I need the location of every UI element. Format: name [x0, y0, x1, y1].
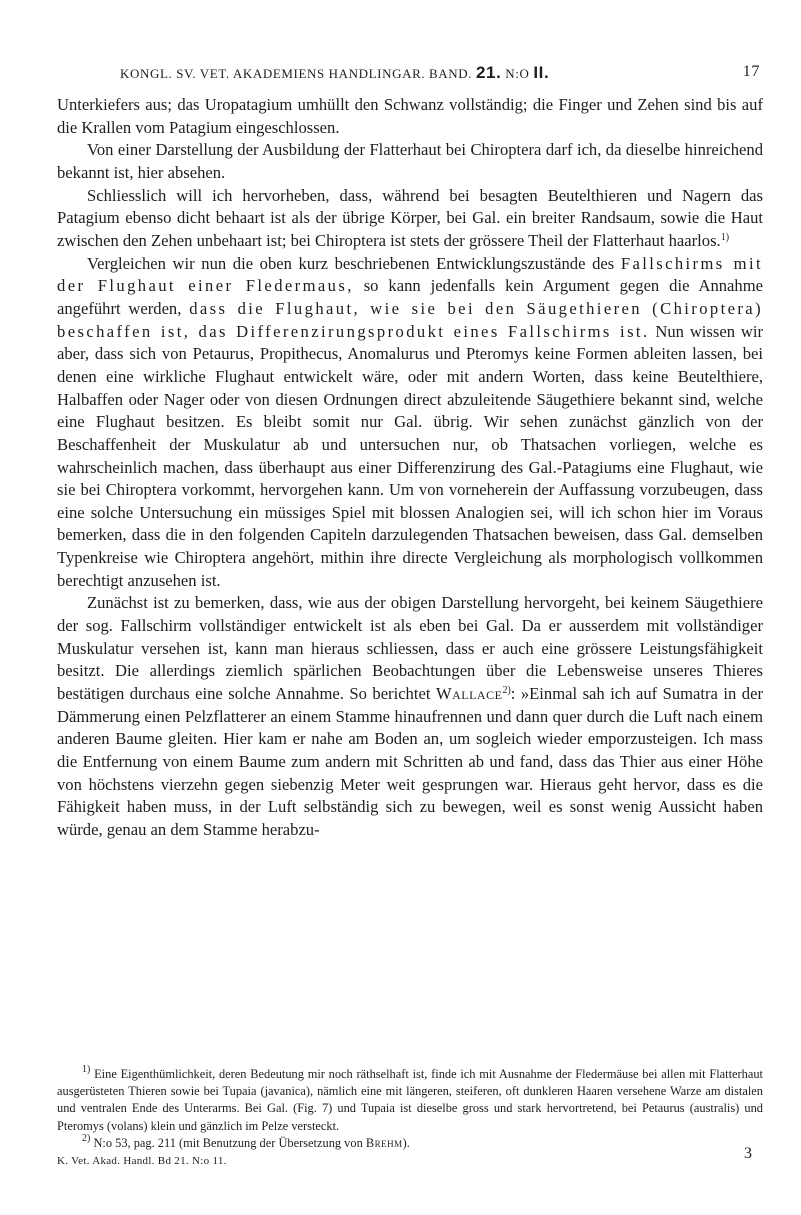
paragraph-4-emphasis-1: Fallschirms mit der Flughaut einer Fledermaus, [57, 253, 763, 296]
main-text [57, 94, 763, 842]
paragraph-4-text-e: Nun wissen wir aber, dass sich von Petaurus, Propithecus, Anomalurus und Pteromys keine Formen ableiten lassen, bei denen eine wirkliche Flughaut entwickelt wäre, oder mit andern Worten, dass keine Beutelthiere, Halbaffen oder Nager oder von diesen Ordnungen direct abzuleitende Säugethiere bekannt sind, welche eine Flughaut besitzen. Es bleibt somit nur Gal. übrig. Wir sehen zunächst gänzlich von der Beschaffenheit der Muskulatur ab und untersuchen nur, ob Thatsachen vorliegen, welche es wahrscheinlich machen, dass überhaupt aus einer Differenzirung des Gal.-Patagiums eine Flughaut, wie sie bei Chiroptera vorkommt, hervorgehen kann. Um von vorneherein der Auffassung vorzubeugen, dass eine solche Untersuchung ein müssiges Spiel mit blossen Analogien sei, will ich schon hier im Voraus bemerken, dass die in den folgenden Capiteln darzulegenden Thatsachen beweisen, dass Gal. demselben Typenkreise wie Chiroptera angehört, mithin ihre directe Vergleichung als morphologisch vollkommen berechtigt anzusehen ist. [57, 321, 763, 590]
nr-label: N:O [505, 66, 530, 81]
footnotes [57, 1066, 763, 1152]
footnote-1 [57, 1066, 763, 1135]
band-number: 21. [475, 63, 502, 82]
paragraph-3-text: Schliesslich will ich hervorheben, dass, während bei besagten Beutelthieren und Nagern das Patagium ebenso dicht behaart ist als der übrige Körper, bei Gal. ein breiter Randsaum, sowie die Haut zwischen den Zehen unbehaart ist; bei Chiroptera ist stets der grössere Theil der Flatterhaut haarlos. [57, 185, 763, 250]
footnote-1-mark: 1) [82, 1064, 91, 1075]
footnote-ref-2: 2) [502, 685, 511, 697]
paragraph-2 [57, 139, 763, 184]
paragraph-4-text-a: Vergleichen wir nun die oben kurz beschriebenen Entwicklungszustände des [87, 253, 621, 273]
paragraph-3 [57, 185, 763, 253]
signature-mark: 3 [744, 1145, 752, 1162]
paragraph-4-text-c: so kann jedenfalls kein Argument gegen die Annahme angeführt werden, [57, 276, 763, 318]
footnote-2-mark: 2) [82, 1132, 91, 1144]
footer-citation: K. Vet. Akad. Handl. Bd 21. N:o 11. [57, 1155, 227, 1167]
paragraph-4-emphasis-2: dass die Flughaut, wie sie bei den Säugethieren (Chiroptera) beschaffen ist, das Differenzirungsprodukt eines Fallschirms ist. [57, 298, 763, 341]
footnote-1-text: Eine Eigenthümlichkeit, deren Bedeutung mir noch räthselhaft ist, finde ich mit Ausnahme der Fledermäuse bei allen mit Flatterhaut ausgerüsteten Thieren sowie bei Tupaia (javanica), nämlich eine mit längeren, steiferen, oft dunkleren Haaren versehene Warze am distalen und ventralen Ende des Unterarms. Bei Gal. (Fig. 7) und Tupaia ist dieselbe gross und stark hervortretend, bei Petaurus (australis) und Pteromys (volans) klein und gänzlich im Pelze versteckt. [57, 1067, 763, 1133]
paragraph-5-text-a: Zunächst ist zu bemerken, dass, wie aus der obigen Darstellung hervorgeht, bei keinem Säugethiere der sog. Fallschirm vollständiger entwickelt ist als eben bei Gal. Da er ausserdem mit vollständiger Muskulatur versehen ist, kann man hieraus schliessen, dass er auch eine grössere Leistungsfähigkeit besitzt. Die allerdings ziemlich spärlichen Beobachtungen über die Lebensweise unseres Thieres bestätigen durchaus eine solche Annahme. So berichtet [57, 593, 763, 704]
paragraph-1 [57, 94, 763, 139]
paragraph-5-text-b: : »Einmal sah ich auf Sumatra in der Dämmerung einen Pelzflatterer an einem Stamme hinaufrennen und dann quer durch die Luft nach einem anderen Baume gleiten. Hier kam er nahe am Boden an, um sogleich wieder emporzusteigen. Ich mass die Entfernung von einem Baume zum andern mit Schritten ab und fand, dass das Thier aus einer Höhe von höchstens vierzehn gegen siebenzig Meter weit gesprungen war. Hieraus geht hervor, dass es die Fähigkeit haben muss, in der Luft selbständig sich zu bewegen, weil es sonst wenig Aussicht haben würde, genau an dem Stamme herabzu- [57, 684, 763, 839]
nr-number: II. [533, 63, 550, 82]
paragraph-1-text: Unterkiefers aus; das Uropatagium umhüllt den Schwanz vollständig; die Finger und Zehen sind bis auf die Krallen vom Patagium eingeschlossen. [57, 95, 763, 137]
running-title: KONGL. SV. VET. AKADEMIENS HANDLINGAR. BAND. [120, 66, 473, 81]
footnote-2 [57, 1132, 763, 1152]
page-number: 17 [742, 63, 760, 80]
author-brehm: Brehm [365, 1135, 403, 1150]
footnote-2-end: ). [402, 1135, 410, 1150]
footnote-2-text: N:o 53, pag. 211 (mit Benutzung der Übersetzung von [90, 1135, 366, 1150]
author-wallace: Wallace [435, 684, 503, 704]
paragraph-2-text: Von einer Darstellung der Ausbildung der Flatterhaut bei Chiroptera darf ich, da dieselbe hinreichend bekannt ist, hier absehen. [57, 140, 763, 182]
footnote-ref-1: 1) [720, 231, 730, 243]
running-header [120, 63, 760, 85]
paragraph-5 [57, 592, 763, 841]
paragraph-4 [57, 253, 763, 593]
